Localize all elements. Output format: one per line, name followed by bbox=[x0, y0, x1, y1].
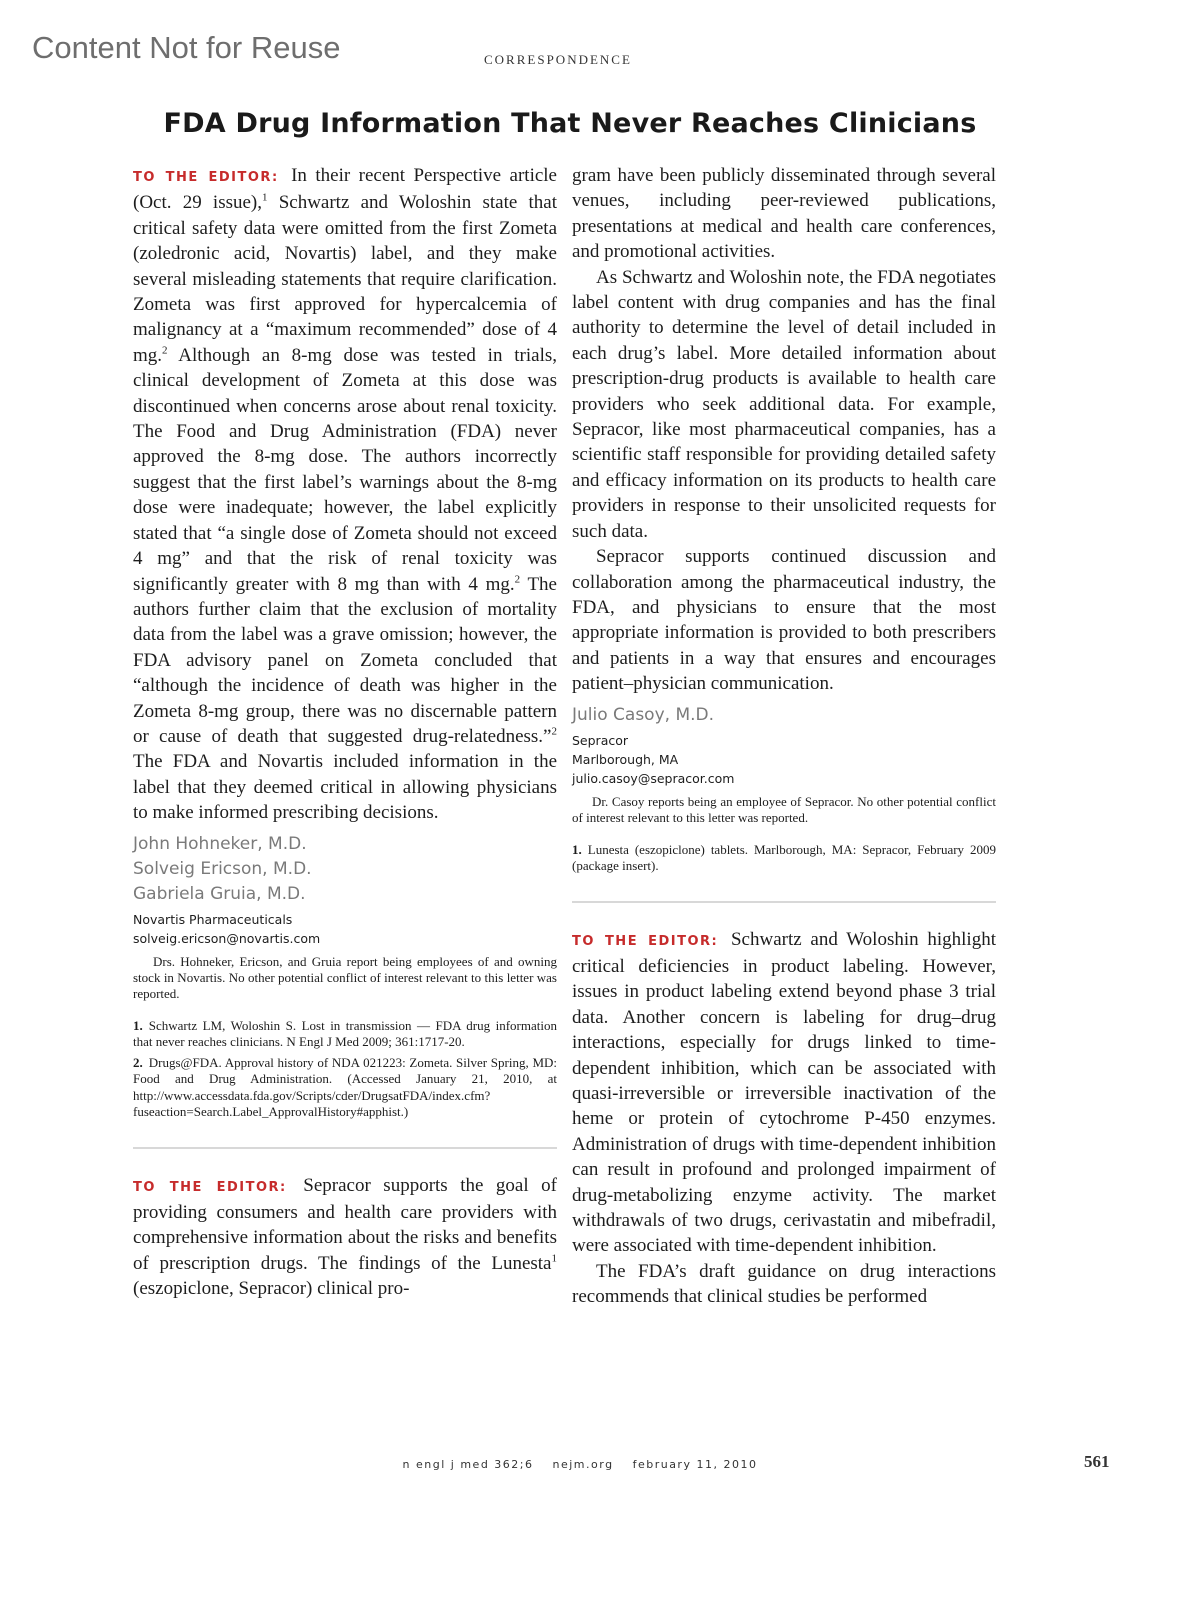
reference-item: 2. Drugs@FDA. Approval history of NDA 021223: Zometa. Silver Spring, MD: Food and Drug Administration. (Accessed January 21, 2010, at http://www.accessdata.fda.gov/Scripts/cder/DrugsatFDA/index.cfm?fuseaction=Search.Label_ApprovalHistory#apphist.) bbox=[133, 1054, 557, 1120]
divider bbox=[572, 901, 996, 903]
footer-site: nejm.org bbox=[552, 1458, 614, 1471]
letter2-body: TO THE EDITOR: Sepracor supports the goal of providing consumers and health care providers with comprehensive information about the risks and benefits of prescription drugs. The findings of the Lunesta$^1$ (eszopiclone, Sepracor) clinical pro- bbox=[133, 1174, 557, 1300]
ref-mark: 2 bbox=[514, 573, 521, 586]
disclosure: Drs. Hohneker, Ericson, and Gruia report being employees of and owning stock in Novartis. No other potential conflict of interest relevant to this letter was reported. bbox=[133, 953, 557, 1001]
page-footer bbox=[0, 1458, 1160, 1471]
letter1-lead: TO THE EDITOR: bbox=[133, 170, 279, 185]
letter1-body: TO THE EDITOR: In their recent Perspective article (Oct. 29 issue),$^1$ Schwartz and Woloshin state that critical safety data were omitted from the first Zometa (zoledronic acid, Novartis) label, and they make several misleading statements that require clarification. Zometa was first approved for hypercalcemia of malignancy at a “maximum recommended” dose of 4 mg.$^2$ Although an 8-mg dose was tested in trials, clinical development of Zometa at this dose was discontinued when concerns arose about renal toxicity. The Food and Drug Administration (FDA) never approved the 8-mg dose. The authors incorrectly suggest that the first label’s warnings about the 8-mg dose were inadequate; however, the label explicitly stated that “a single dose of Zometa should not exceed 4 mg” and that the risk of renal toxicity was significantly greater with 8 mg than with 4 mg.$^2$ The authors further claim that the exclusion of mortality data from the label was a grave omission; however, the FDA advisory panel on Zometa concluded that “although the incidence of death was higher in the Zometa 8-mg group, there was no discernable pattern or cause of death that suggested drug-relatedness.”$^2$ The FDA and Novartis included information in the label that they deemed critical in allowing physicians to make informed prescribing decisions. bbox=[133, 165, 557, 824]
left-column bbox=[133, 163, 557, 1302]
author-name: Gabriela Gruia, M.D. bbox=[133, 883, 306, 904]
footer-date: february 11, 2010 bbox=[632, 1458, 758, 1471]
divider bbox=[133, 1147, 557, 1149]
ref-mark: 2 bbox=[162, 344, 168, 357]
ref-mark: 2 bbox=[551, 725, 557, 738]
author-name: Solveig Ericson, M.D. bbox=[133, 858, 312, 879]
disclosure: Dr. Casoy reports being an employee of Sepracor. No other potential conflict of interest relevant to this letter was reported. bbox=[572, 793, 996, 825]
watermark: Content Not for Reuse bbox=[32, 30, 341, 65]
letter2-paragraph: As Schwartz and Woloshin note, the FDA negotiates label content with drug companies and has the final authority to determine the level of detail included in each drug’s label. More detailed information about prescription-drug products is available to health care providers who seek additional data. For example, Sepracor, like most pharmaceutical companies, has a scientific staff responsible for providing detailed safety and efficacy information on its products to health care providers in response to their unsolicited requests for such data. bbox=[572, 266, 996, 542]
author-location: Marlborough, MA bbox=[572, 751, 679, 767]
reference-item: 1. Schwartz LM, Woloshin S. Lost in transmission — FDA drug information that never reaches clinicians. N Engl J Med 2009; 361:1717-20. bbox=[133, 1017, 557, 1050]
author-name: John Hohneker, M.D. bbox=[133, 833, 307, 854]
author-email: julio.casoy@sepracor.com bbox=[572, 770, 735, 786]
footer-journal: n engl j med 362;6 bbox=[402, 1458, 534, 1471]
letter3-paragraph: The FDA’s draft guidance on drug interactions recommends that clinical studies be performed bbox=[572, 1260, 996, 1308]
letter2-lead: TO THE EDITOR: bbox=[133, 1179, 287, 1195]
reference-list bbox=[133, 1018, 557, 1121]
letter2-paragraph: gram have been publicly disseminated through several venues, including peer-reviewed publications, presentations at medical and health care conferences, and promotional activities. bbox=[572, 165, 996, 263]
reference-item: 1. Lunesta (eszopiclone) tablets. Marlborough, MA: Sepracor, February 2009 (package insert). bbox=[572, 841, 996, 874]
letter3-body: TO THE EDITOR: Schwartz and Woloshin highlight critical deficiencies in product labeling. However, issues in product labeling extend beyond phase 3 trial data. Another concern is labeling for drug–drug interactions, especially for drugs linked to time-dependent inhibition, which can be associated with quasi-irreversible or irreversible inactivation of the heme or protein of cytochrome P-450 enzymes. Administration of drugs with time-dependent inhibition can result in profound and prolonged impairment of drug-metabolizing enzyme activity. The market withdrawals of two drugs, cerivastatin and mibefradil, were associated with time-dependent inhibition. bbox=[572, 928, 996, 1257]
letter2-paragraph: Sepracor supports continued discussion and collaboration among the pharmaceutical industry, the FDA, and physicians to ensure that the most appropriate information is provided to both prescribers and patients in a way that ensures and encourages patient–physician communication. bbox=[572, 546, 996, 695]
author-affiliation: Sepracor bbox=[572, 732, 629, 748]
page-number: 561 bbox=[1084, 1452, 1110, 1471]
reference-list bbox=[572, 842, 996, 875]
ref-mark: 1 bbox=[551, 1252, 557, 1265]
section-label: CORRESPONDENCE bbox=[484, 52, 632, 67]
right-column bbox=[572, 163, 996, 1310]
letter3-lead: TO THE EDITOR: bbox=[572, 933, 719, 949]
author-email: solveig.ericson@novartis.com bbox=[133, 930, 321, 946]
author-affiliation: Novartis Pharmaceuticals bbox=[133, 911, 293, 927]
ref-mark: 1 bbox=[262, 192, 268, 205]
author-name: Julio Casoy, M.D. bbox=[572, 704, 715, 725]
article-title: FDA Drug Information That Never Reaches Clinicians bbox=[163, 108, 977, 139]
